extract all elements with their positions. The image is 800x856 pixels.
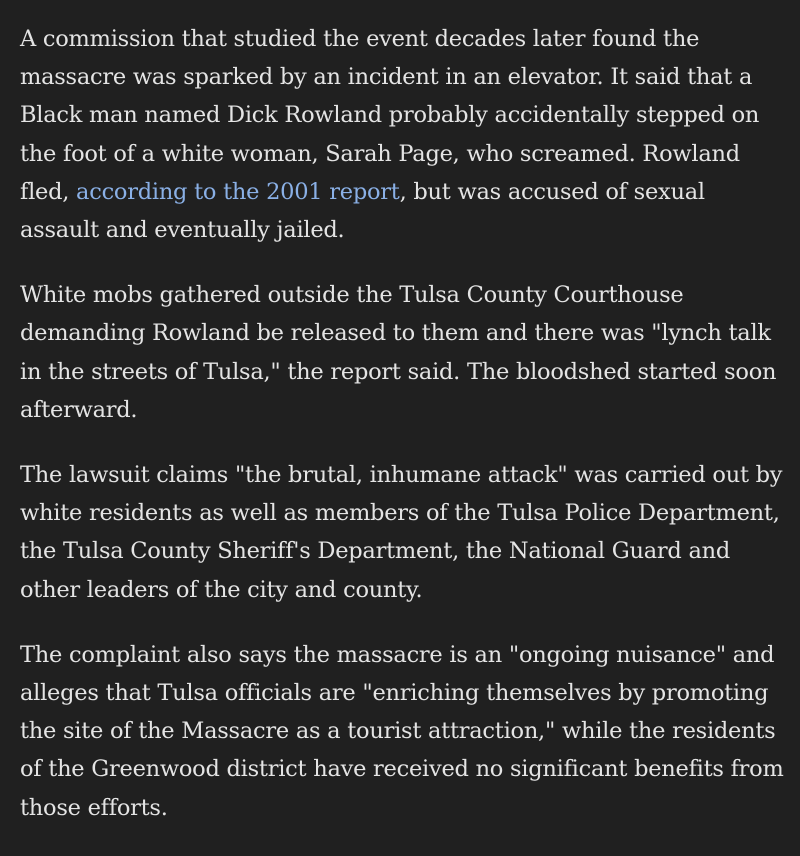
paragraph-white-mobs: White mobs gathered outside the Tulsa County Courthouse demanding Rowland be released to them and there was "lynch talk in the streets of Tulsa," the report said. The bloodshed started soon afterward. [20,282,777,423]
paragraph-elevator-incident [20,20,790,249]
paragraph-text: , but was accused of sexual assault and eventually jailed. [20,178,705,244]
article-body [20,20,790,854]
report-link[interactable]: according to the 2001 report [76,178,400,205]
paragraph-complaint: The complaint also says the massacre is an "ongoing nuisance" and alleges that Tulsa officials are "enriching themselves by promoting the site of the Massacre as a tourist attraction," while the residents of the Greenwood district have received no significant benefits from those efforts. [20,641,784,821]
paragraph-lawsuit-claims: The lawsuit claims "the brutal, inhumane attack" was carried out by white residents as well as members of the Tulsa Police Department, the Tulsa County Sheriff's Department, the National Guard and other leaders of the city and county. [20,462,783,603]
paragraph-text: A commission that studied the event decades later found the massacre was sparked by an incident in an elevator. It said that a Black man named Dick Rowland probably accidentally stepped on the foot of a white woman, Sarah Page, who screamed. Rowland fled, [20,26,760,205]
